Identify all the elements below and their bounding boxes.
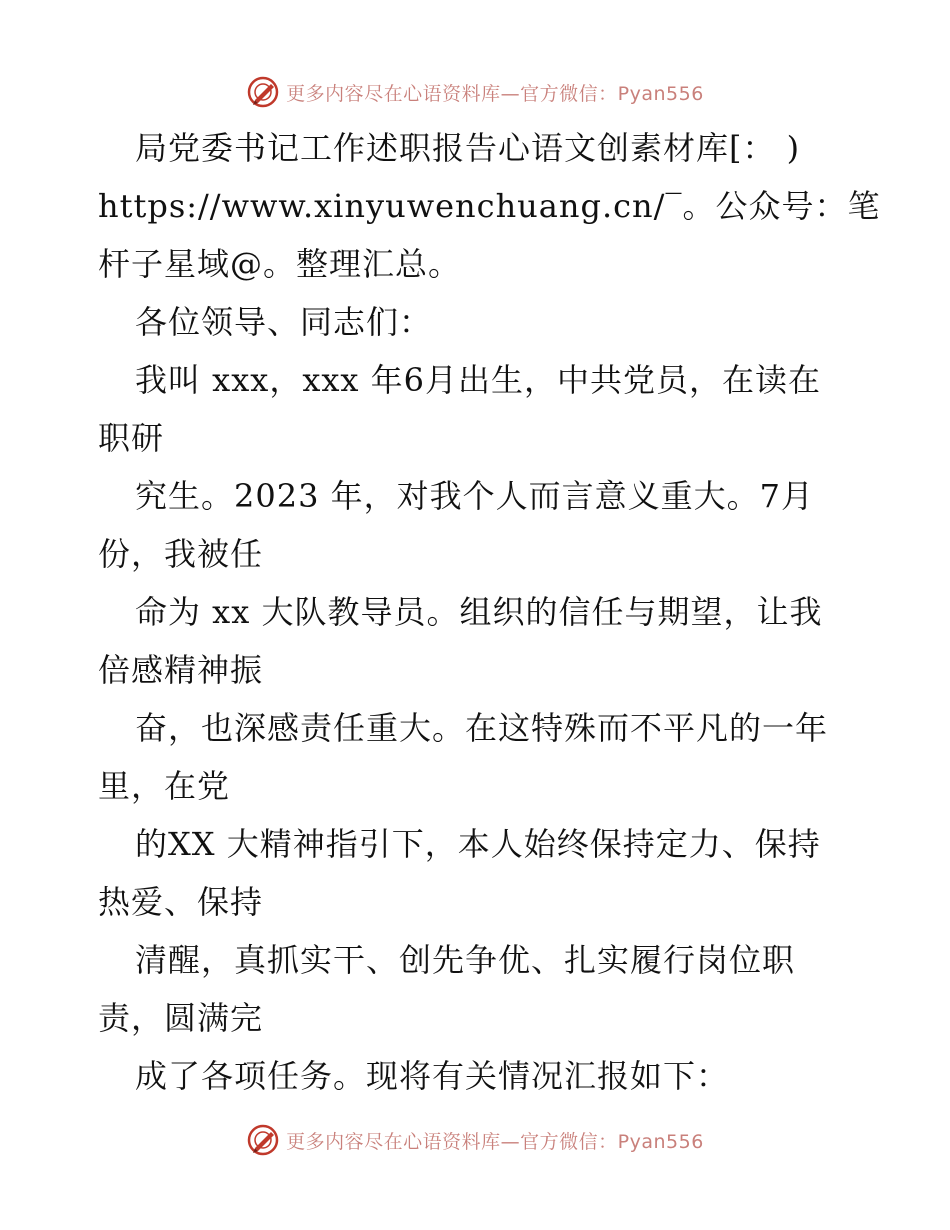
text-line: 清醒，真抓实干、创先争优、扎实履行岗位职: [135, 941, 796, 979]
text-line: 各位领导、同志们：: [135, 303, 433, 341]
pen-logo-icon: [246, 1123, 280, 1157]
pen-logo-icon: [246, 75, 280, 109]
text-line: 责，圆满完: [98, 999, 264, 1037]
text-line: 命为 xx 大队教导员。组织的信任与期望，让我: [135, 593, 823, 631]
watermark-text: 更多内容尽在心语资料库—官方微信：Pyan556: [286, 1130, 704, 1153]
text-line: https://www.xinyuwenchuang.cn/‾。公众号：笔: [98, 187, 881, 225]
text-line: 我叫 xxx，xxx 年6月出生，中共党员，在读在: [135, 361, 821, 399]
text-line: 的XX 大精神指引下，本人始终保持定力、保持: [135, 825, 821, 863]
text-line: 份，我被任: [98, 535, 264, 573]
text-line: 热爱、保持: [98, 883, 264, 921]
text-line: 倍感精神振: [98, 651, 264, 689]
text-line: 成了各项任务。现将有关情况汇报如下：: [135, 1057, 730, 1095]
watermark-text: 更多内容尽在心语资料库—官方微信：Pyan556: [286, 82, 704, 105]
header-watermark: [0, 72, 950, 112]
text-line: 里，在党: [98, 767, 231, 805]
text-line: 究生。2023 年，对我个人而言意义重大。7月: [135, 477, 814, 515]
text-line: 奋，也深感责任重大。在这特殊而不平凡的一年: [135, 709, 829, 747]
text-line: 局党委书记工作述职报告心语文创素材库[： ): [135, 129, 801, 167]
text-line: 杆子星域@。整理汇总。: [98, 245, 462, 283]
footer-watermark: [0, 1120, 950, 1160]
text-line: 职研: [98, 419, 165, 457]
